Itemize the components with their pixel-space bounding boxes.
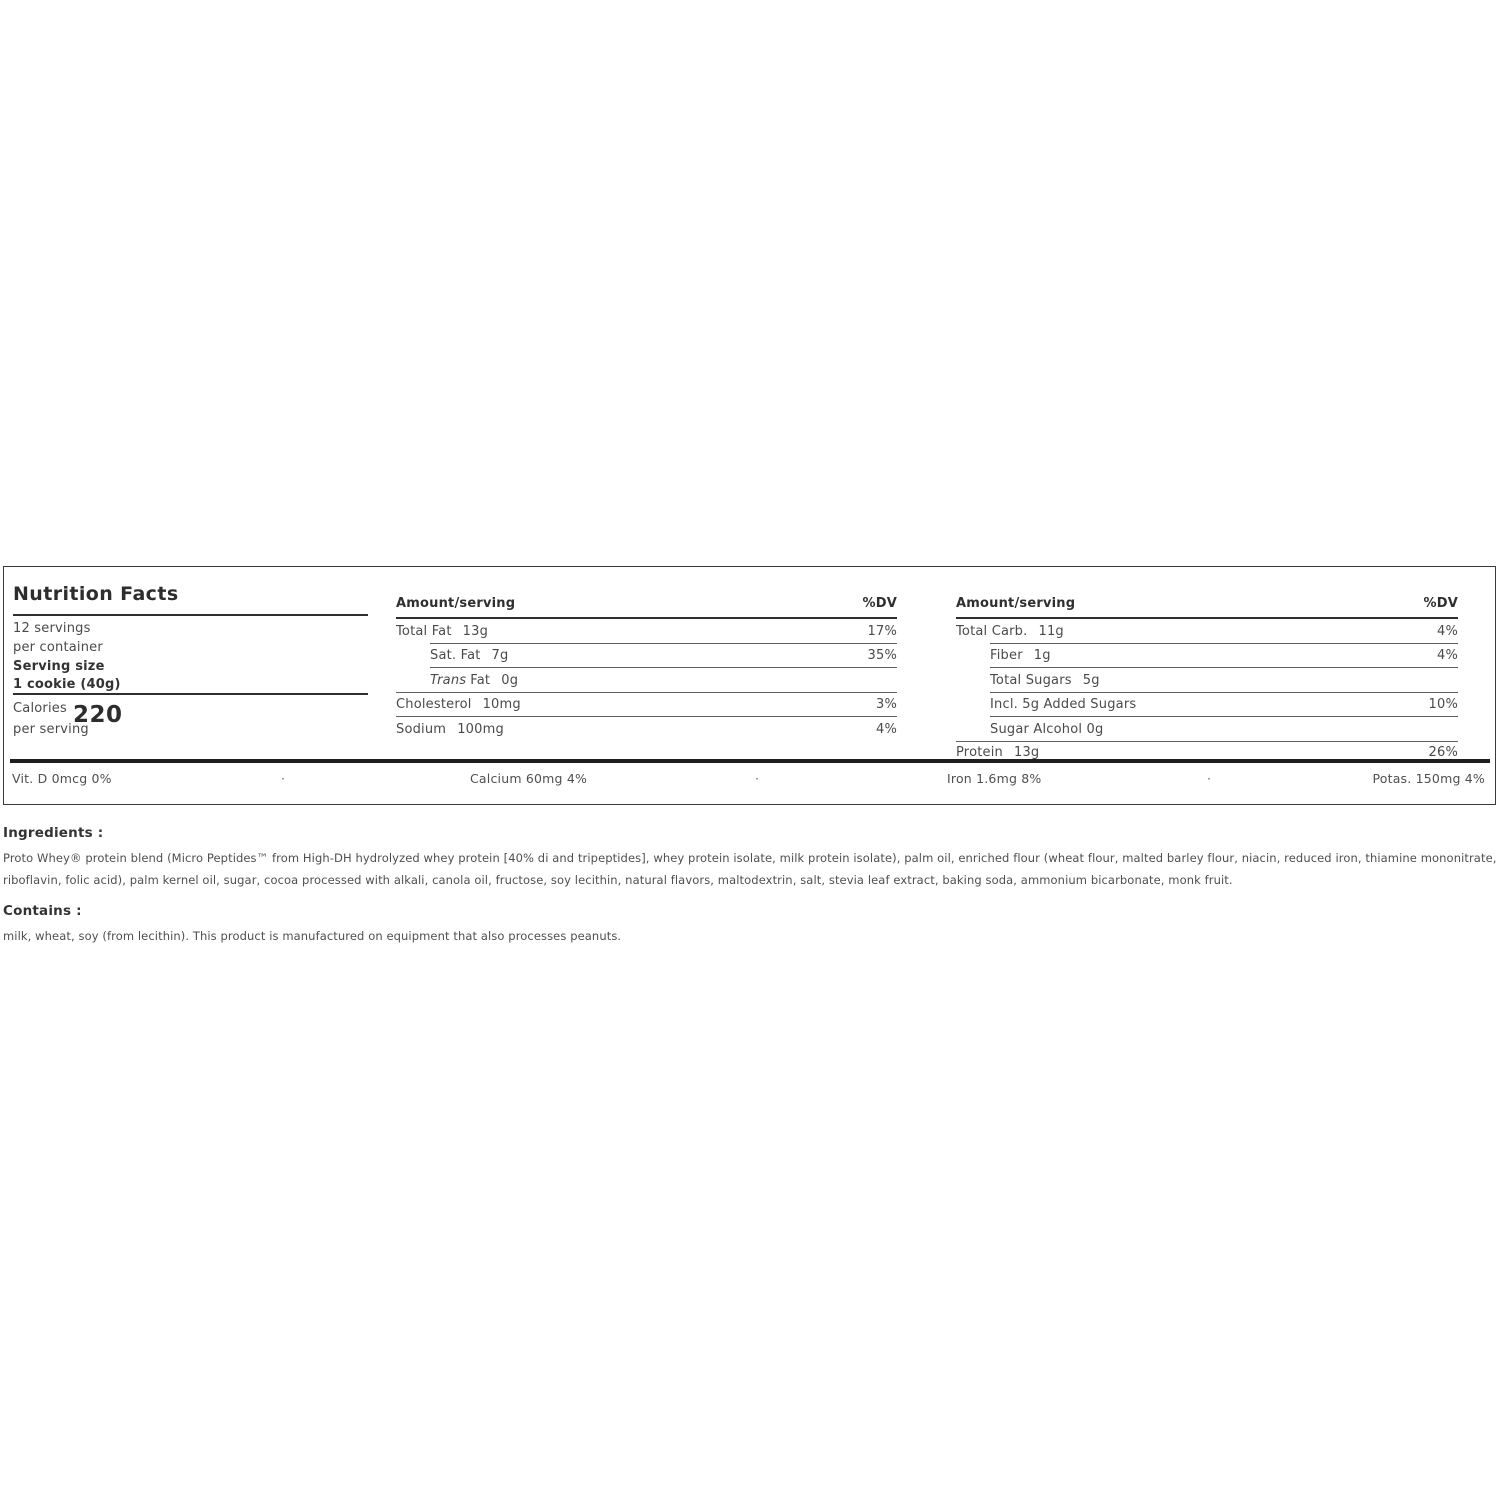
nutrient-dv: 4%: [1436, 623, 1458, 639]
nutrient-label: Total Sugars: [990, 672, 1072, 688]
nutrient-amount: 10mg: [482, 697, 521, 712]
nutrient-dv: 4%: [1436, 648, 1458, 663]
serving-size-value: 1 cookie (40g): [13, 677, 121, 692]
nutrient-amount: 1g: [1033, 648, 1051, 663]
nutrient-row-added-sugars: [956, 693, 1458, 717]
nutrient-dv: 26%: [1428, 744, 1458, 760]
nutrient-amount: 5g: [1082, 672, 1100, 688]
micronutrient-vitamin-d: Vit. D 0mcg 0%: [12, 771, 112, 786]
nutrient-row-total-carb: [956, 619, 1458, 643]
nutrient-label: Total Fat: [396, 623, 452, 639]
column-header: [956, 596, 1458, 619]
dv-header: %DV: [1423, 596, 1458, 611]
nutrient-dv: 3%: [875, 697, 897, 712]
ingredients-heading: Ingredients :: [3, 825, 104, 841]
nutrient-row-trans-fat: [396, 668, 897, 692]
column-header: [396, 596, 897, 619]
nutrient-amount: 7g: [491, 648, 509, 663]
thick-divider-bar: [10, 759, 1490, 763]
ingredients-section: [3, 825, 1499, 958]
micronutrient-potassium: Potas. 150mg 4%: [1372, 771, 1485, 786]
nutrition-facts-panel: [3, 566, 1496, 805]
nutrient-row-cholesterol: [396, 693, 897, 717]
nutrient-label: Total Carb.: [956, 623, 1028, 639]
calories-value: 220: [73, 702, 123, 728]
title-divider: [13, 614, 368, 616]
nutrient-label: Sodium: [396, 721, 447, 737]
calories-per-serving-label: per serving: [13, 722, 89, 737]
nutrient-label: Fat: [470, 672, 491, 688]
nutrient-column-fats: [396, 596, 897, 741]
nutrient-amount: 11g: [1038, 623, 1064, 639]
micronutrient-separator-dot: ·: [755, 771, 760, 786]
servings-per-container: per container: [13, 640, 103, 655]
calories-label: Calories: [13, 701, 67, 716]
nutrient-row-fiber: [956, 644, 1458, 668]
contains-heading: Contains :: [3, 903, 82, 919]
nutrient-label: Incl. 5g Added Sugars: [990, 697, 1137, 712]
nutrient-label: Sat. Fat: [430, 648, 481, 663]
nutrient-row-sugar-alcohol: [956, 717, 1458, 741]
dv-header: %DV: [862, 596, 897, 611]
micronutrient-separator-dot: ·: [281, 771, 286, 786]
nutrient-dv: 35%: [867, 648, 897, 663]
nutrient-amount: 13g: [1013, 744, 1040, 760]
nutrient-label: Fiber: [990, 648, 1023, 663]
nutrient-dv: 10%: [1428, 697, 1458, 712]
contains-text: milk, wheat, soy (from lecithin). This product is manufactured on equipment that also processes peanuts.: [3, 929, 622, 943]
nutrient-row-total-sugars: [956, 668, 1458, 692]
nutrient-label-italic: Trans: [430, 672, 467, 688]
nutrient-label: Sugar Alcohol 0g: [990, 721, 1104, 737]
nutrient-amount: 0g: [501, 672, 519, 688]
amount-serving-header: Amount/serving: [956, 596, 1076, 611]
nutrient-row-sodium: [396, 717, 897, 741]
nutrition-facts-title: Nutrition Facts: [13, 583, 179, 605]
nutrient-amount: 100mg: [457, 721, 504, 737]
nutrient-label: Cholesterol: [396, 697, 472, 712]
nutrient-label: Protein: [956, 744, 1003, 760]
nutrient-row-total-fat: [396, 619, 897, 643]
nutrient-dv: 17%: [867, 623, 897, 639]
servings-count: 12 servings: [13, 621, 91, 636]
serving-size-label: Serving size: [13, 659, 105, 674]
nutrient-column-carbs-protein: [956, 596, 1458, 762]
nutrient-dv: 4%: [875, 721, 897, 737]
nutrient-row-sat-fat: [396, 644, 897, 668]
micronutrient-iron: Iron 1.6mg 8%: [947, 771, 1042, 786]
ingredients-text: Proto Whey® protein blend (Micro Peptides™ from High-DH hydrolyzed whey protein [40% di and tripeptides], whey protein isolate, milk protein isolate), palm oil, enriched flour (wheat flour, malted barley flour, niacin, reduced iron, thiamine mononitrate, riboflavin, folic acid), palm kernel oil, sugar, cocoa processed with alkali, canola oil, fructose, soy lecithin, natural flavors, maltodextrin, salt, stevia leaf extract, baking soda, ammonium bicarbonate, monk fruit.: [3, 851, 1497, 887]
serving-size-divider: [13, 693, 368, 695]
amount-serving-header: Amount/serving: [396, 596, 516, 611]
micronutrient-separator-dot: ·: [1207, 771, 1212, 786]
nutrient-amount: 13g: [462, 623, 489, 639]
micronutrient-calcium: Calcium 60mg 4%: [470, 771, 588, 786]
